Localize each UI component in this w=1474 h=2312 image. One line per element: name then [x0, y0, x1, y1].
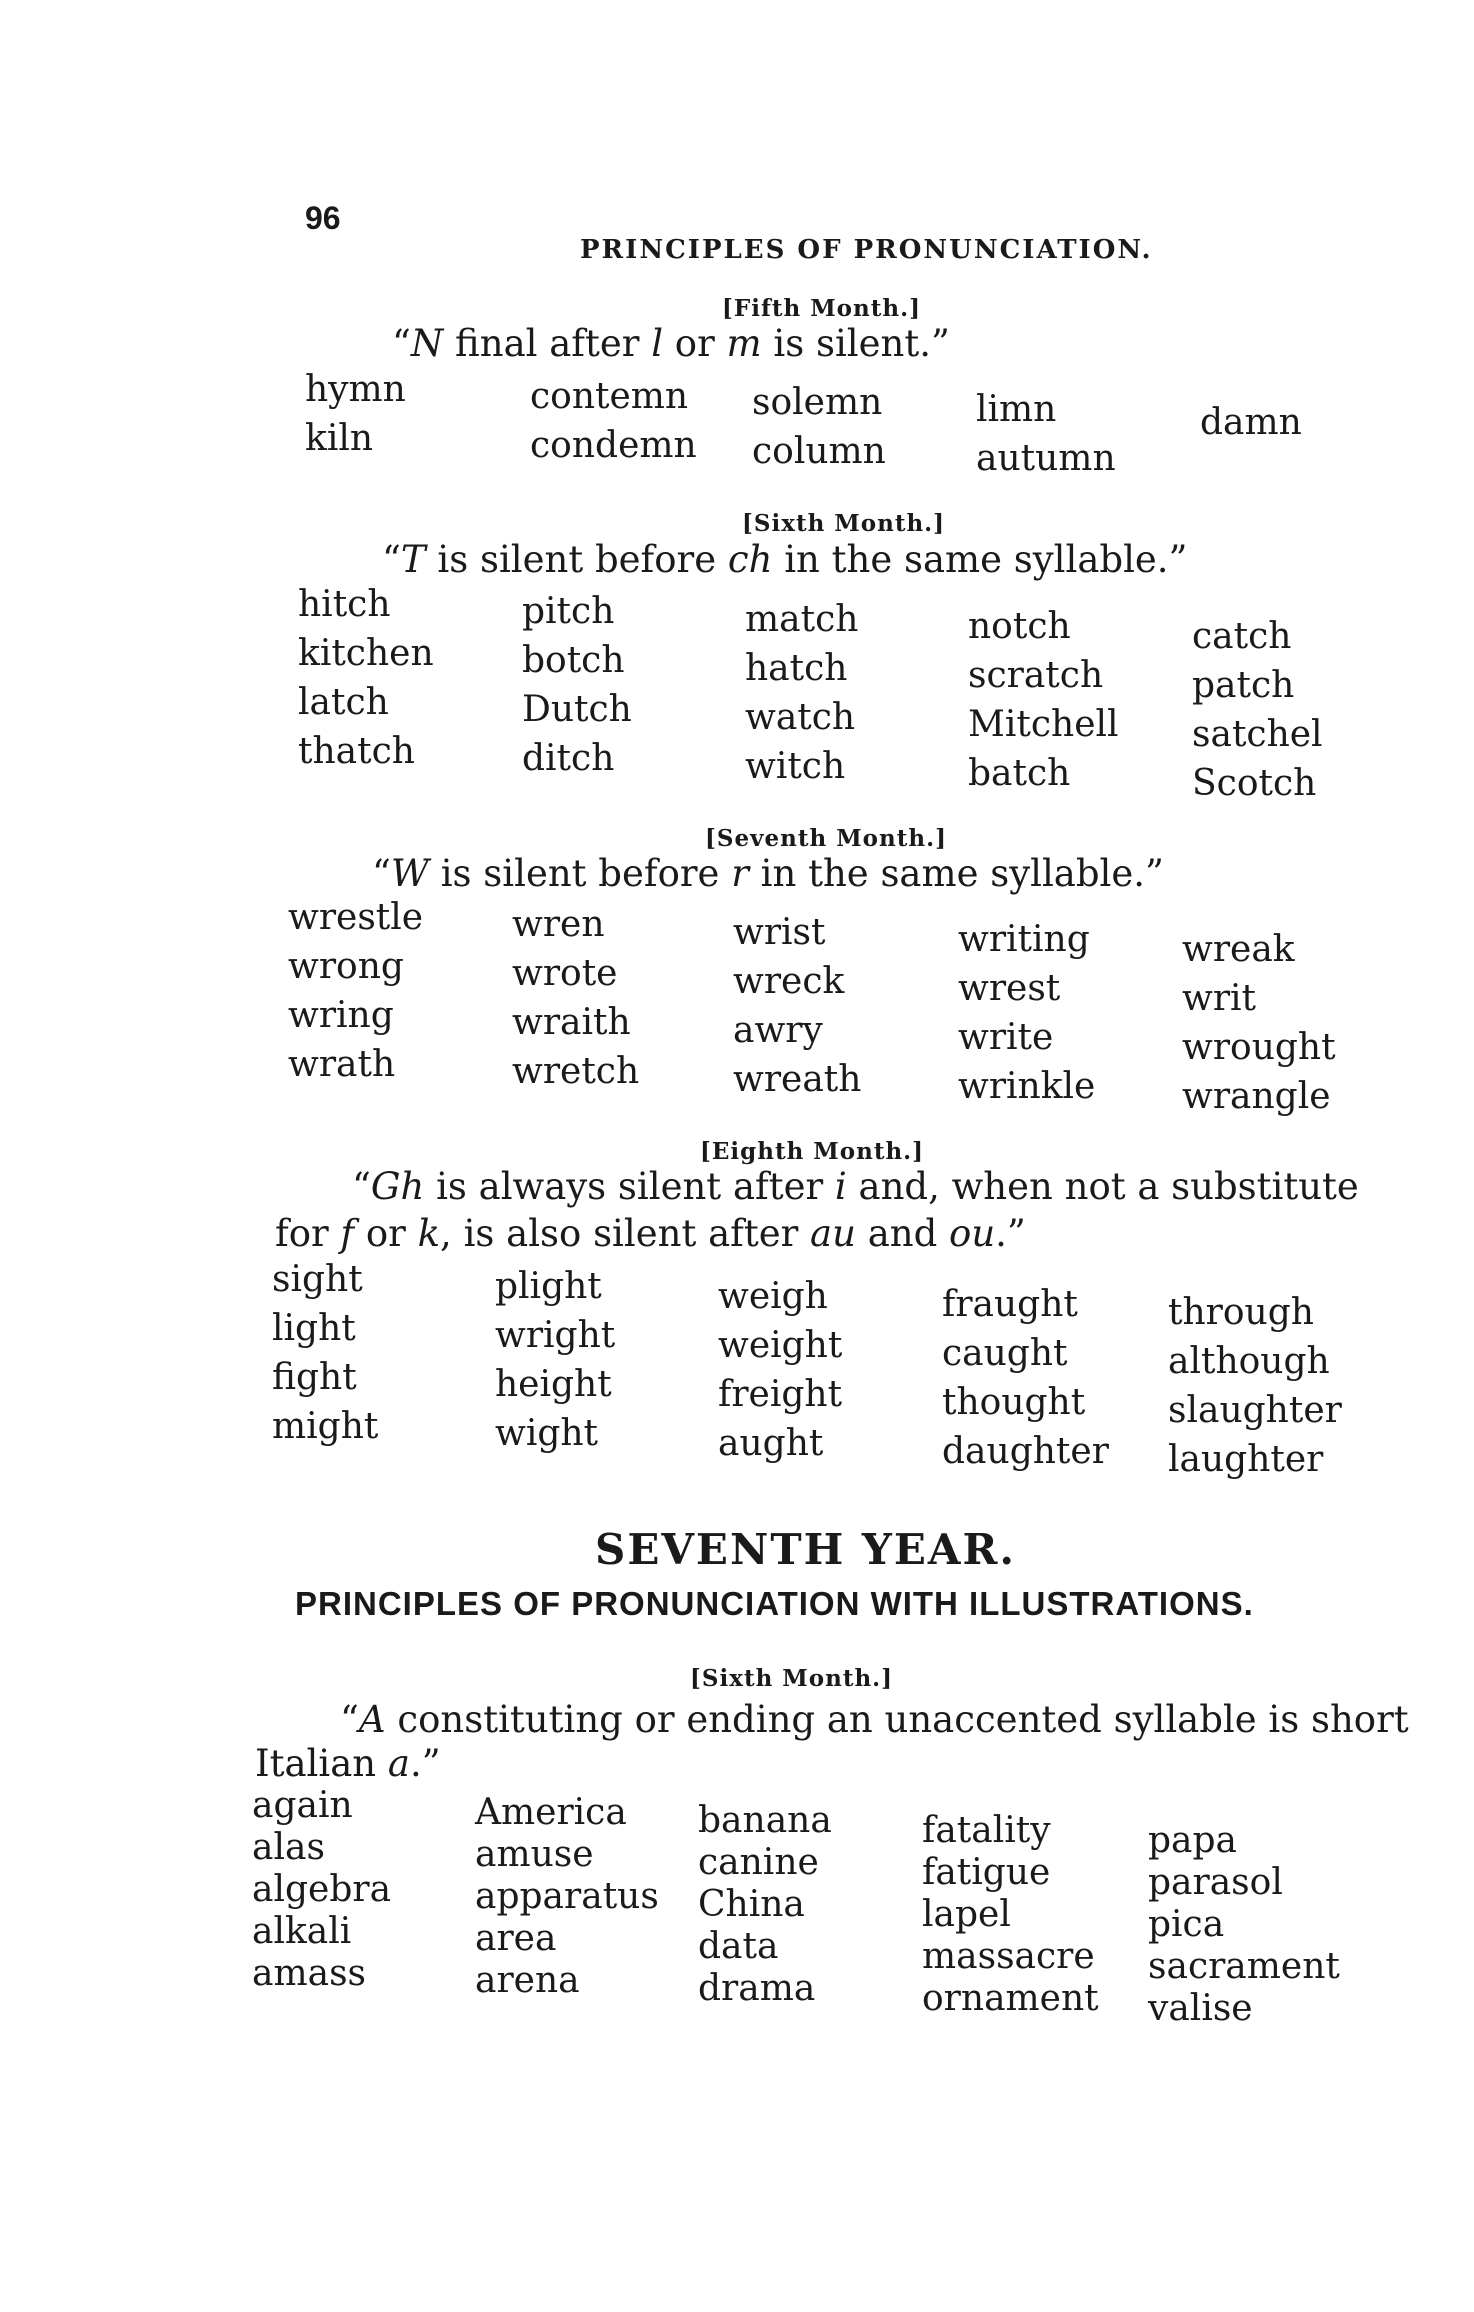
- word-column: [968, 602, 1119, 798]
- word: fatigue: [922, 1852, 1051, 1893]
- word: plight: [495, 1266, 602, 1307]
- word: writing: [958, 919, 1090, 960]
- word: through: [1168, 1292, 1314, 1333]
- month-label: [Eighth Month.]: [700, 1138, 925, 1165]
- word: hatch: [745, 648, 848, 689]
- word: wrest: [958, 968, 1061, 1009]
- month-label: [Sixth Month.]: [690, 1665, 894, 1692]
- word-column: [288, 893, 423, 1089]
- word-column: [1182, 925, 1336, 1121]
- word: might: [272, 1406, 379, 1447]
- word-column: [1148, 1820, 1340, 2030]
- word: condemn: [530, 425, 697, 466]
- word-column: [1192, 612, 1323, 808]
- word: pitch: [522, 591, 615, 632]
- word-column: [718, 1272, 842, 1468]
- page-number: 96: [305, 200, 341, 236]
- rule-text: “W is silent before r in the same syllable.”: [372, 852, 1164, 895]
- word-column: [252, 1785, 391, 1995]
- word: wren: [512, 904, 605, 945]
- word-column: [922, 1810, 1099, 2020]
- word: freight: [718, 1374, 843, 1415]
- word: batch: [968, 753, 1071, 794]
- word: kitchen: [298, 633, 434, 674]
- word: data: [698, 1926, 779, 1967]
- word: wreath: [733, 1059, 862, 1100]
- word: ornament: [922, 1978, 1099, 2019]
- word: laughter: [1168, 1439, 1324, 1480]
- word: botch: [522, 640, 625, 681]
- word: area: [475, 1918, 557, 1959]
- rule-text: “A constituting or ending an unaccented syllable is short: [340, 1698, 1409, 1741]
- word: America: [475, 1792, 627, 1833]
- word: wrought: [1182, 1027, 1336, 1068]
- word: thought: [942, 1382, 1086, 1423]
- word: scratch: [968, 655, 1104, 696]
- word: aught: [718, 1423, 824, 1464]
- word: patch: [1192, 665, 1295, 706]
- word: wight: [495, 1413, 599, 1454]
- word: latch: [298, 682, 389, 723]
- word: daughter: [942, 1431, 1109, 1472]
- word: drama: [698, 1968, 816, 2009]
- word: height: [495, 1364, 612, 1405]
- word-column: [530, 372, 697, 470]
- word-column: [475, 1792, 659, 2002]
- word: massacre: [922, 1936, 1095, 1977]
- rule-text: “N final after l or m is silent.”: [392, 322, 950, 365]
- word: light: [272, 1308, 356, 1349]
- word: wring: [288, 995, 394, 1036]
- word: awry: [733, 1010, 823, 1051]
- word: witch: [745, 746, 846, 787]
- word: amass: [252, 1953, 367, 1994]
- word: fraught: [942, 1284, 1078, 1325]
- word-column: [958, 915, 1095, 1111]
- word: write: [958, 1017, 1054, 1058]
- word: canine: [698, 1842, 819, 1883]
- word: hymn: [305, 369, 406, 410]
- word-column: [305, 365, 406, 463]
- word: ditch: [522, 738, 615, 779]
- word: match: [745, 599, 859, 640]
- rule-text-continued: for f or k, is also silent after au and ou.”: [275, 1212, 1026, 1255]
- word: wrote: [512, 953, 618, 994]
- word: Mitchell: [968, 704, 1119, 745]
- word-column: [942, 1280, 1109, 1476]
- word: contemn: [530, 376, 689, 417]
- word: algebra: [252, 1869, 392, 1910]
- word: wrath: [288, 1044, 396, 1085]
- month-label: [Seventh Month.]: [705, 825, 947, 852]
- rule-text-continued: Italian a.”: [255, 1742, 441, 1785]
- word-column: [1168, 1288, 1342, 1484]
- word: kiln: [305, 418, 374, 459]
- rule-text: “Gh is always silent after i and, when not a substitute: [352, 1165, 1359, 1208]
- word: wrist: [733, 912, 826, 953]
- word: wreck: [733, 961, 845, 1002]
- word: wrinkle: [958, 1066, 1096, 1107]
- word: wreak: [1182, 929, 1295, 970]
- word: apparatus: [475, 1876, 659, 1917]
- word: watch: [745, 697, 856, 738]
- word: wright: [495, 1315, 616, 1356]
- word: weight: [718, 1325, 843, 1366]
- word-column: [976, 385, 1116, 483]
- word: arena: [475, 1960, 580, 2001]
- word: satchel: [1192, 714, 1323, 755]
- month-label: [Fifth Month.]: [722, 295, 921, 322]
- word: wraith: [512, 1002, 631, 1043]
- word: notch: [968, 606, 1071, 647]
- running-head: PRINCIPLES OF PRONUNCIATION.: [580, 235, 1153, 265]
- word-column: [272, 1255, 378, 1451]
- word: writ: [1182, 978, 1257, 1019]
- month-label: [Sixth Month.]: [742, 510, 946, 537]
- word: China: [698, 1884, 805, 1925]
- rule-text: “T is silent before ch in the same syllable.”: [382, 538, 1188, 581]
- word: solemn: [752, 382, 883, 423]
- word: fight: [272, 1357, 357, 1398]
- word: thatch: [298, 731, 415, 772]
- word: alkali: [252, 1911, 352, 1952]
- word: valise: [1148, 1988, 1253, 2029]
- word: column: [752, 431, 886, 472]
- word-column: [733, 908, 861, 1104]
- word: wrong: [288, 946, 404, 987]
- word-column: [522, 587, 632, 783]
- word: banana: [698, 1800, 832, 1841]
- word: damn: [1200, 402, 1302, 443]
- word: wrangle: [1182, 1076, 1331, 1117]
- word: amuse: [475, 1834, 594, 1875]
- word: weigh: [718, 1276, 828, 1317]
- word-column: [1200, 398, 1302, 447]
- word-column: [698, 1800, 832, 2010]
- word: caught: [942, 1333, 1068, 1374]
- word: wrestle: [288, 897, 424, 938]
- word-column: [745, 595, 858, 791]
- word: sight: [272, 1259, 363, 1300]
- section-heading: SEVENTH YEAR.: [595, 1525, 1017, 1574]
- word: slaughter: [1168, 1390, 1342, 1431]
- word: alas: [252, 1827, 325, 1868]
- word: parasol: [1148, 1862, 1283, 1903]
- word-column: [495, 1262, 615, 1458]
- word-column: [298, 580, 434, 776]
- word: papa: [1148, 1820, 1238, 1861]
- word: again: [252, 1785, 353, 1826]
- word: sacrament: [1148, 1946, 1340, 1987]
- word-column: [752, 378, 886, 476]
- section-subheading: PRINCIPLES OF PRONUNCIATION WITH ILLUSTRATIONS.: [295, 1585, 1254, 1622]
- word: Dutch: [522, 689, 632, 730]
- word: lapel: [922, 1894, 1011, 1935]
- word-column: [512, 900, 639, 1096]
- word: pica: [1148, 1904, 1225, 1945]
- word: wretch: [512, 1051, 640, 1092]
- word: limn: [976, 389, 1057, 430]
- word: hitch: [298, 584, 391, 625]
- word: catch: [1192, 616, 1292, 657]
- word: autumn: [976, 438, 1116, 479]
- word: Scotch: [1192, 763, 1317, 804]
- word: fatality: [922, 1810, 1051, 1851]
- word: although: [1168, 1341, 1330, 1382]
